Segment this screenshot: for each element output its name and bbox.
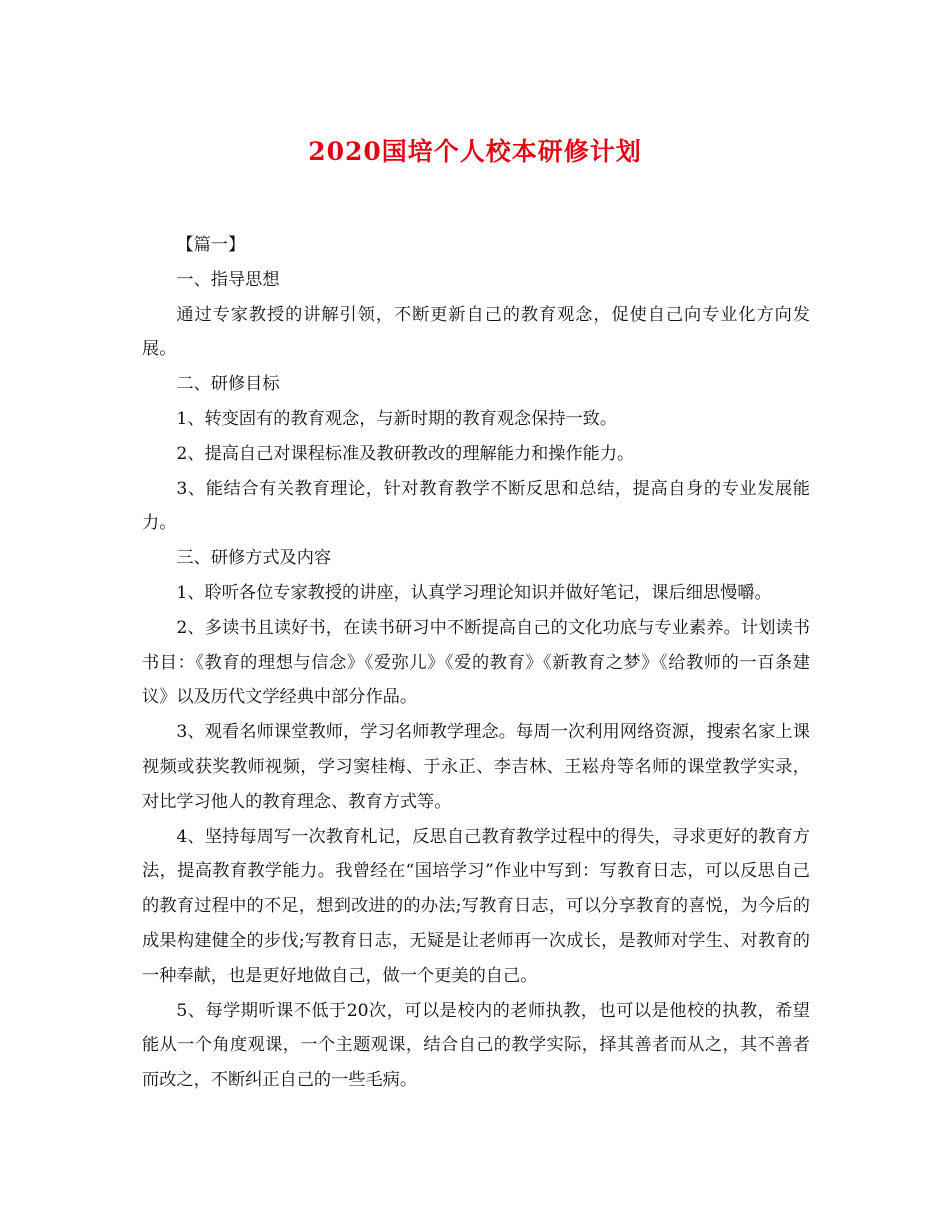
- document-title: 2020国培个人校本研修计划: [308, 137, 642, 166]
- paragraph: 3、观看名师课堂教师，学习名师教学理念。每周一次利用网络资源，搜索名家上课视频或获奖教师视频，学习窦桂梅、于永正、李吉林、王崧舟等名师的课堂教学实录，对比学习他人的教育理念、教育方式等。: [142, 722, 810, 812]
- document-body: [142, 228, 810, 1098]
- paragraph: 4、坚持每周写一次教育札记，反思自己教育教学过程中的得失，寻求更好的教育方法，提高教育教学能力。我曾经在“国培学习”作业中写到：写教育日志，可以反思自己的教育过程中的不足，想到改进的的办法;写教育日志，可以分享教育的喜悦，为今后的成果构建健全的步伐;写教育日志，无疑是让老师再一次成长，是教师对学生、对教育的一种奉献，也是更好地做自己，做一个更美的自己。: [142, 826, 810, 986]
- paragraph: 5、每学期听课不低于20次，可以是校内的老师执教，也可以是他校的执教，希望能从一个角度观课，一个主题观课，结合自己的教学实际，择其善者而从之，其不善者而改之，不断纠正自己的一些毛病。: [142, 1000, 810, 1091]
- paragraph: 1、转变固有的教育观念，与新时期的教育观念保持一致。: [176, 408, 618, 429]
- heading-study-methods: 三、研修方式及内容: [176, 548, 332, 569]
- paragraph: 通过专家教授的讲解引领，不断更新自己的教育观念，促使自己向专业化方向发展。: [142, 304, 810, 360]
- paragraph: 2、多读书且读好书，在读书研习中不断提高自己的文化功底与专业素养。计划读书书目：《教育的理想与信念》《爱弥儿》《爱的教育》《新教育之梦》《给教师的一百条建议》以及历代文学经典中部分作品。: [142, 617, 810, 708]
- section-label: 【篇一】: [176, 235, 246, 255]
- heading-study-goals: 二、研修目标: [176, 374, 280, 395]
- heading-guiding-ideology: 一、指导思想: [176, 269, 280, 290]
- paragraph: 1、聆听各位专家教授的讲座，认真学习理论知识并做好笔记，课后细思慢嚼。: [176, 582, 772, 603]
- paragraph: 2、提高自己对课程标准及教研教改的理解能力和操作能力。: [176, 443, 635, 464]
- paragraph: 3、能结合有关教育理论，针对教育教学不断反思和总结，提高自身的专业发展能力。: [142, 478, 810, 534]
